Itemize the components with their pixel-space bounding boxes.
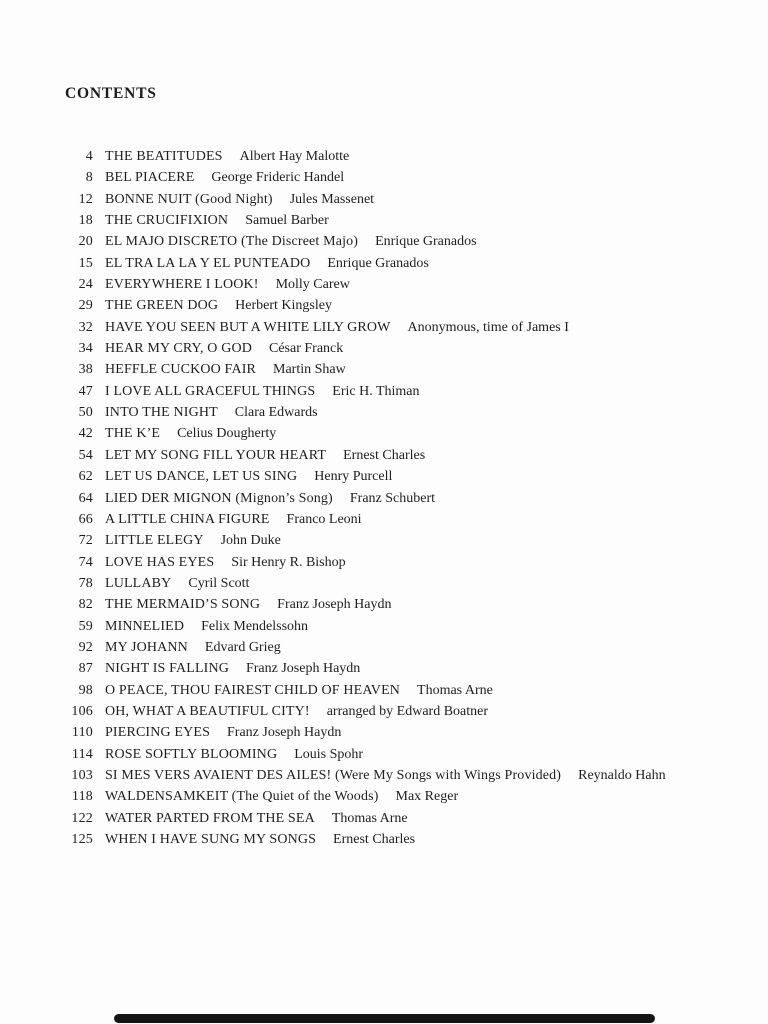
entry-page-number: 15 [78,255,93,271]
entry-composer: Felix Mendelssohn [201,618,309,634]
entry-composer: Jules Massenet [289,191,375,207]
entry-page-number: 114 [71,746,93,762]
entry-title: BONNE NUIT (Good Night) [105,191,273,207]
entry-composer: Ernest Charles [343,447,426,463]
entry-page-number: 32 [78,319,93,335]
contents-entry [55,146,760,167]
entry-title: SI MES VERS AVAIENT DES AILES! (Were My Songs with Wings Provided) [105,767,562,783]
entry-title: WATER PARTED FROM THE SEA [105,810,315,826]
entry-page-number: 34 [78,341,93,357]
entry-title: HEFFLE CUCKOO FAIR [105,362,257,378]
entry-composer: Herbert Kingsley [235,298,332,314]
contents-entry [55,359,760,380]
entry-composer: Franz Joseph Haydn [245,661,361,677]
entry-composer: Samuel Barber [245,213,329,229]
contents-entry [55,317,760,338]
entry-composer: Molly Carew [275,277,350,293]
contents-entry [55,423,760,444]
entry-page-number: 20 [78,234,93,250]
entry-title: OH, WHAT A BEAUTIFUL CITY! [105,703,310,719]
bottom-edge-bar [114,1014,655,1023]
entry-composer: Enrique Granados [327,255,429,271]
contents-entry [55,658,760,679]
entry-title: NIGHT IS FALLING [105,661,229,677]
contents-entry [55,594,760,615]
entry-page-number: 29 [78,298,93,314]
entry-page-number: 74 [78,554,93,570]
entry-page-number: 66 [78,511,93,527]
contents-entry [55,167,760,188]
contents-entry [55,488,760,509]
entry-title: THE K’E [105,426,161,442]
contents-entry [55,402,760,423]
entry-composer: César Franck [269,341,344,357]
entry-composer: Ernest Charles [333,832,416,847]
entry-title: MY JOHANN [105,639,188,655]
entry-composer: Thomas Arne [417,682,493,698]
contents-entry [55,680,760,701]
entry-composer: Sir Henry R. Bishop [231,554,346,570]
contents-entry [55,338,760,359]
entry-page-number: 92 [78,639,93,655]
contents-entry [55,786,760,807]
contents-entry [55,253,760,274]
entry-page-number: 106 [71,703,93,719]
entry-title: BEL PIACERE [105,170,195,186]
entry-composer: Max Reger [395,789,459,805]
contents-entry [55,744,760,765]
entry-composer: Franco Leoni [286,511,362,527]
entry-title: THE GREEN DOG [105,298,219,314]
entry-title: A LITTLE CHINA FIGURE [105,511,270,527]
entry-page-number: 8 [85,170,93,186]
entry-page-number: 4 [85,149,93,164]
entry-page-number: 47 [78,383,93,399]
entry-composer: Albert Hay Malotte [239,149,350,164]
contents-entry [55,466,760,487]
contents-entry [55,189,760,210]
contents-entry [55,722,760,743]
entry-page-number: 42 [78,426,93,442]
contents-entry [55,616,760,637]
entry-title: O PEACE, THOU FAIREST CHILD OF HEAVEN [105,682,401,698]
entry-page-number: 125 [71,832,93,847]
contents-list [55,146,760,850]
entry-title: EL MAJO DISCRETO (The Discreet Majo) [105,234,359,250]
entry-title: LIED DER MIGNON (Mignon’s Song) [105,490,333,506]
entry-title: THE BEATITUDES [105,149,223,164]
entry-page-number: 82 [78,597,93,613]
entry-title: INTO THE NIGHT [105,405,218,421]
entry-composer: arranged by Edward Boatner [326,703,489,719]
entry-composer: Celius Dougherty [177,426,277,442]
contents-entry [55,765,760,786]
entry-page-number: 24 [78,277,93,293]
entry-composer: Reynaldo Hahn [578,767,666,783]
entry-composer: Martin Shaw [273,362,346,378]
contents-entry [55,552,760,573]
contents-entry [55,637,760,658]
entry-title: WALDENSAMKEIT (The Quiet of the Woods) [105,789,379,805]
entry-page-number: 62 [78,469,93,485]
contents-entry [55,210,760,231]
entry-title: LET US DANCE, LET US SING [105,469,298,485]
entry-composer: Thomas Arne [331,810,408,826]
entry-composer: John Duke [220,533,281,549]
contents-entry [55,509,760,530]
entry-title: HEAR MY CRY, O GOD [105,341,252,357]
entry-composer: Clara Edwards [234,405,318,421]
contents-entry [55,573,760,594]
entry-title: PIERCING EYES [105,725,211,741]
contents-entry [55,701,760,722]
entry-page-number: 87 [78,661,93,677]
entry-title: ROSE SOFTLY BLOOMING [105,746,278,762]
entry-title: HAVE YOU SEEN BUT A WHITE LILY GROW [105,319,391,335]
entry-title: EVERYWHERE I LOOK! [105,277,259,293]
entry-page-number: 64 [78,490,93,506]
entry-title: LET MY SONG FILL YOUR HEART [105,447,327,463]
entry-page-number: 98 [78,682,93,698]
entry-page-number: 59 [78,618,93,634]
entry-composer: Eric H. Thiman [332,383,420,399]
entry-page-number: 18 [78,213,93,229]
entry-composer: Anonymous, time of James I [407,319,569,335]
entry-composer: Franz Joseph Haydn [277,597,392,613]
entry-composer: George Frideric Handel [211,170,345,186]
entry-page-number: 12 [78,191,93,207]
entry-title: EL TRA LA LA Y EL PUNTEADO [105,255,311,271]
entry-title: MINNELIED [105,618,185,634]
entry-title: THE MERMAID’S SONG [105,597,261,613]
page-title: CONTENTS [65,85,157,102]
contents-entry [55,231,760,252]
entry-title: LULLABY [105,575,172,591]
entry-page-number: 122 [71,810,93,826]
entry-composer: Enrique Granados [375,234,477,250]
entry-page-number: 50 [78,405,93,421]
contents-entry [55,274,760,295]
entry-title: THE CRUCIFIXION [105,213,229,229]
entry-page-number: 118 [71,789,93,805]
contents-entry [55,808,760,829]
entry-page-number: 110 [71,725,93,741]
entry-page-number: 103 [71,767,93,783]
entry-page-number: 78 [78,575,93,591]
entry-composer: Louis Spohr [294,746,364,762]
entry-title: WHEN I HAVE SUNG MY SONGS [105,832,317,847]
entry-composer: Henry Purcell [314,469,393,485]
contents-entry [55,530,760,551]
entry-composer: Edvard Grieg [204,639,281,655]
contents-entry [55,295,760,316]
entry-page-number: 38 [78,362,93,378]
entry-title: LOVE HAS EYES [105,554,215,570]
contents-entry [55,381,760,402]
entry-page-number: 54 [78,447,93,463]
contents-entry [55,829,760,850]
entry-title: LITTLE ELEGY [105,533,204,549]
entry-composer: Franz Joseph Haydn [227,725,342,741]
contents-entry [55,445,760,466]
entry-composer: Franz Schubert [349,490,436,506]
entry-page-number: 72 [78,533,93,549]
entry-title: I LOVE ALL GRACEFUL THINGS [105,383,316,399]
entry-composer: Cyril Scott [188,575,250,591]
